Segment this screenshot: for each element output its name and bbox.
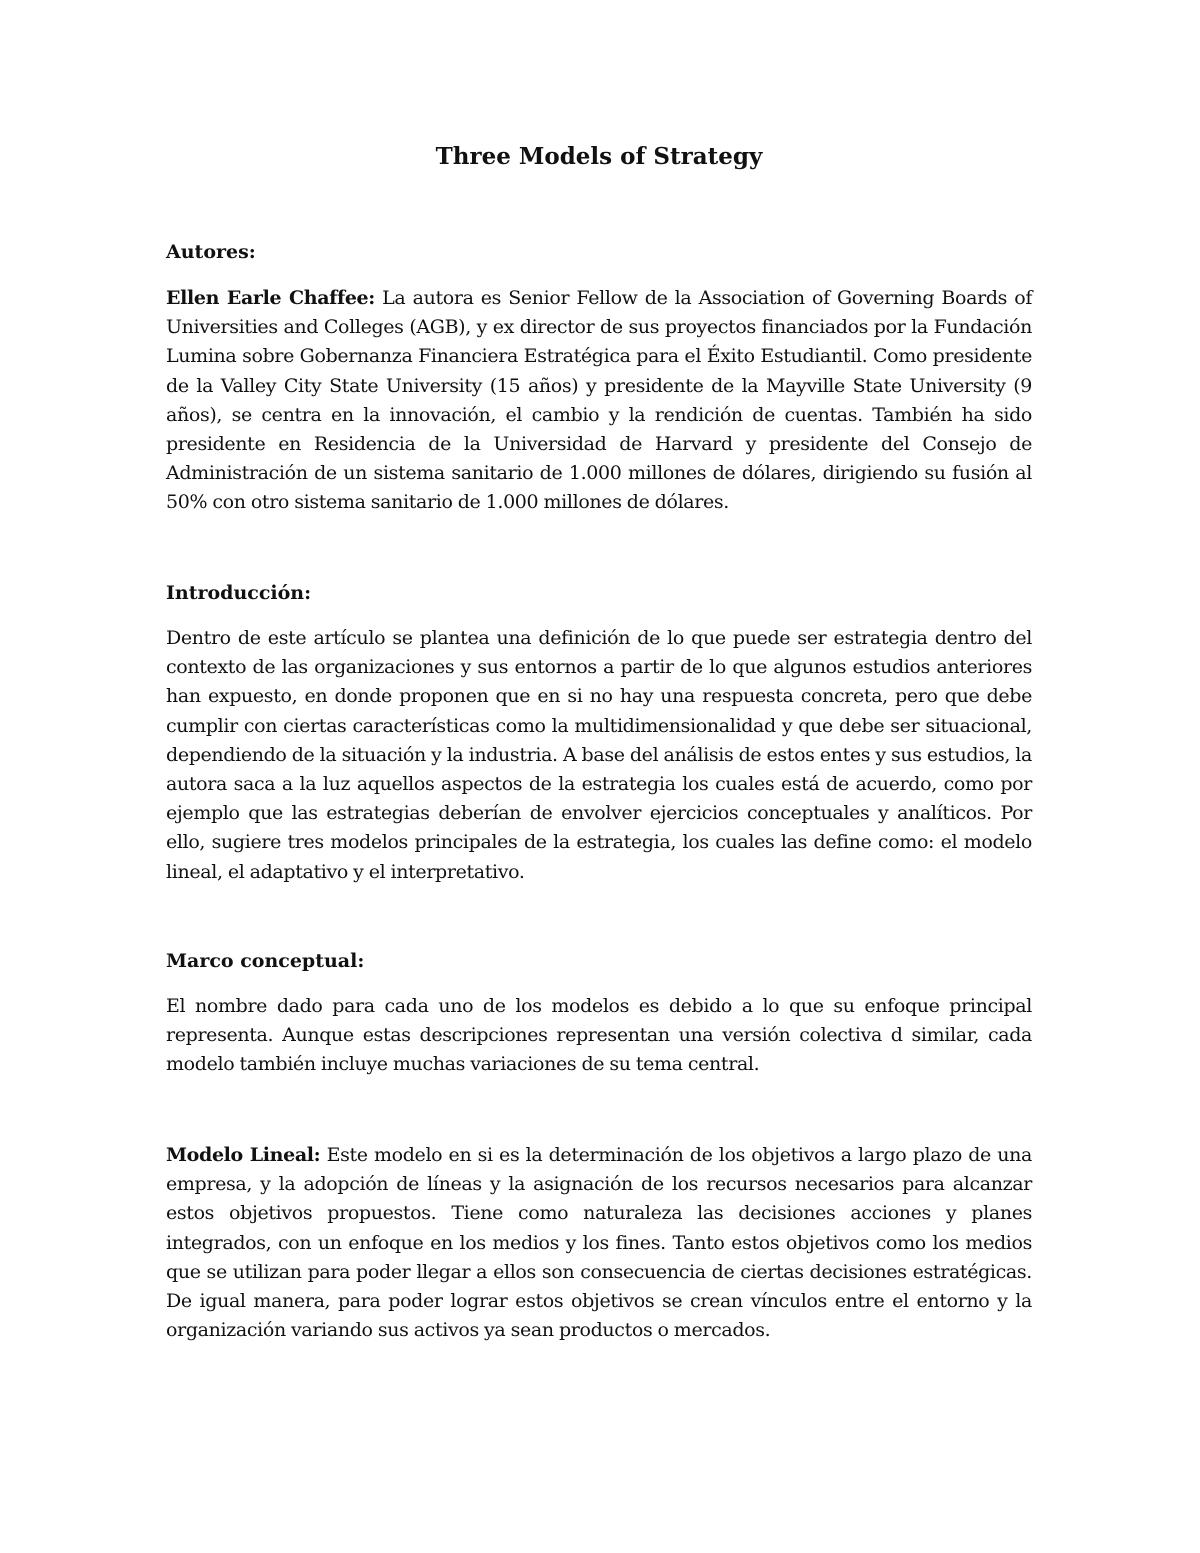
author-name: Ellen Earle Chaffee: xyxy=(166,287,375,309)
document-title: Three Models of Strategy xyxy=(435,143,763,170)
modelo-lineal-text: Este modelo en si es la determinación de los objetivos a largo plazo de una empresa, y la adopción de líneas y la asignación de los recursos necesarios para alcanzar estos objetivos propuestos. Tiene como naturaleza las decisiones acciones y planes integrados, con un enfoque en los medios y los fines. Tanto estos objetivos como los medios que se utilizan para poder llegar a ellos son consecuencia de ciertas decisiones estratégicas. De igual manera, para poder lograr estos objetivos se crean vínculos entre el entorno y la organización variando sus activos ya sean productos o mercados. xyxy=(166,1144,1032,1342)
section-heading-autores: Autores: xyxy=(166,241,256,263)
paragraph-marco-conceptual: El nombre dado para cada uno de los modelos es debido a lo que su enfoque principal representa. Aunque estas descripciones representan una versión colectiva d similar, cada modelo también incluye muchas variaciones de su tema central. xyxy=(166,995,1032,1076)
paragraph-modelo-lineal xyxy=(166,1141,1032,1345)
section-heading-marco-conceptual: Marco conceptual: xyxy=(166,950,365,972)
paragraph-autores xyxy=(166,284,1032,518)
author-bio-text: La autora es Senior Fellow de la Association of Governing Boards of Universities and Colleges (AGB), y ex director de sus proyectos financiados por la Fundación Lumina sobre Gobernanza Financiera Estratégica para el Éxito Estudiantil. Como presidente de la Valley City State University (15 años) y presidente de la Mayville State University (9 años), se centra en la innovación, el cambio y la rendición de cuentas. También ha sido presidente en Residencia de la Universidad de Harvard y presidente del Consejo de Administración de un sistema sanitario de 1.000 millones de dólares, dirigiendo su fusión al 50% con otro sistema sanitario de 1.000 millones de dólares. xyxy=(166,287,1033,514)
modelo-lineal-label: Modelo Lineal: xyxy=(166,1144,321,1166)
paragraph-introduccion: Dentro de este artículo se plantea una definición de lo que puede ser estrategia dentro del contexto de las organizaciones y sus entornos a partir de lo que algunos estudios anteriores han expuesto, en donde proponen que en si no hay una respuesta concreta, pero que debe cumplir con ciertas características como la multidimensionalidad y que debe ser situacional, dependiendo de la situación y la industria. A base del análisis de estos entes y sus estudios, la autora saca a la luz aquellos aspectos de la estrategia los cuales está de acuerdo, como por ejemplo que las estrategias deberían de envolver ejercicios conceptuales y analíticos. Por ello, sugiere tres modelos principales de la estrategia, los cuales las define como: el modelo lineal, el adaptativo y el interpretativo. xyxy=(166,627,1032,883)
section-heading-introduccion: Introducción: xyxy=(166,582,312,604)
